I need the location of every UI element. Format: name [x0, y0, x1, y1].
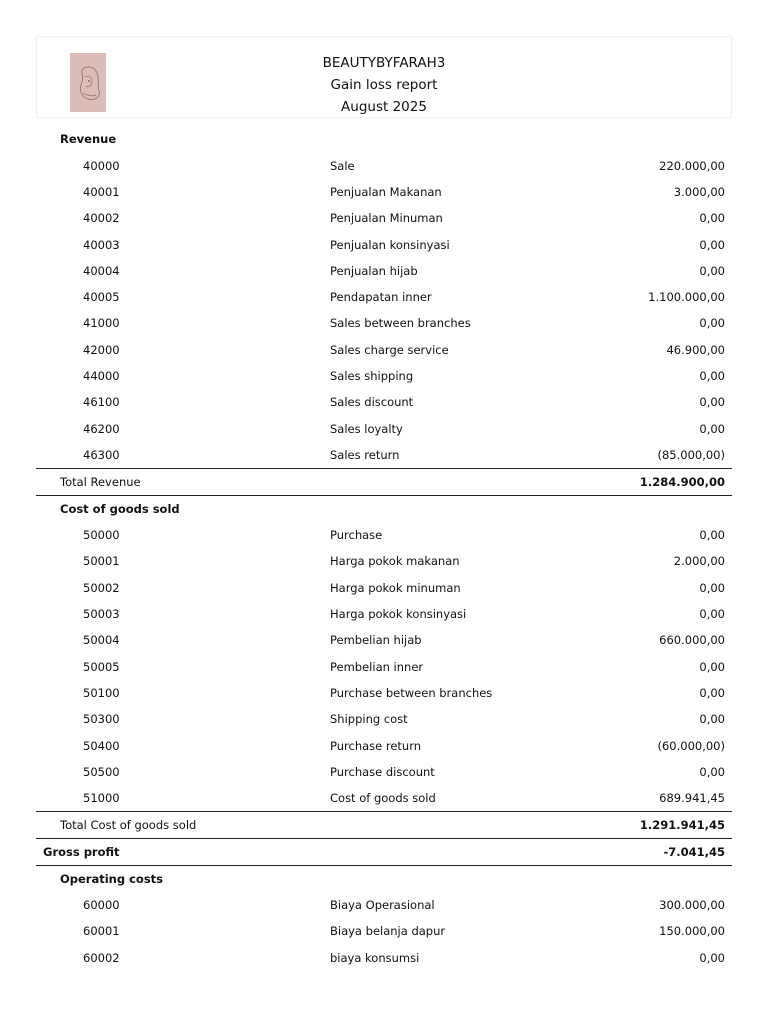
table-row	[36, 153, 732, 179]
account-name: Sales between branches	[330, 316, 471, 330]
account-code: 60002	[83, 951, 120, 965]
account-code: 40000	[83, 159, 120, 173]
table-row	[36, 284, 732, 310]
table-row	[36, 205, 732, 231]
table-row	[36, 680, 732, 706]
table-row	[36, 706, 732, 732]
account-value: 0,00	[699, 528, 725, 542]
table-row	[36, 945, 732, 971]
total-value: 1.284.900,00	[639, 475, 725, 489]
account-value: 0,00	[699, 264, 725, 278]
table-row	[36, 654, 732, 680]
account-value: 0,00	[699, 395, 725, 409]
account-value: 0,00	[699, 765, 725, 779]
account-code: 42000	[83, 343, 120, 357]
account-name: Sales return	[330, 448, 400, 462]
table-row	[36, 733, 732, 759]
table-row	[36, 548, 732, 574]
account-name: Penjualan konsinyasi	[330, 238, 450, 252]
account-value: 0,00	[699, 369, 725, 383]
account-code: 40004	[83, 264, 120, 278]
section-title: Cost of goods sold	[60, 502, 180, 516]
table-row	[36, 759, 732, 785]
table-row	[36, 232, 732, 258]
account-name: Harga pokok makanan	[330, 554, 460, 568]
section-cogs-title-row	[36, 496, 732, 522]
total-value: 1.291.941,45	[639, 818, 725, 832]
account-value: 0,00	[699, 422, 725, 436]
account-name: Biaya Operasional	[330, 898, 435, 912]
account-name: Shipping cost	[330, 712, 408, 726]
account-value: 0,00	[699, 211, 725, 225]
account-code: 40005	[83, 290, 120, 304]
table-row	[36, 785, 732, 811]
account-name: Purchase	[330, 528, 383, 542]
table-row	[36, 522, 732, 548]
section-revenue-title-row	[36, 126, 732, 152]
account-code: 46100	[83, 395, 120, 409]
account-code: 46200	[83, 422, 120, 436]
account-name: Purchase return	[330, 739, 422, 753]
table-row	[36, 918, 732, 944]
section-title: Revenue	[60, 132, 117, 146]
account-code: 51000	[83, 791, 120, 805]
account-value: 0,00	[699, 951, 725, 965]
account-code: 50300	[83, 712, 120, 726]
account-name: Sales loyalty	[330, 422, 403, 436]
account-name: Cost of goods sold	[330, 791, 436, 805]
account-value: 1.100.000,00	[648, 290, 725, 304]
account-name: Biaya belanja dapur	[330, 924, 446, 938]
account-name: biaya konsumsi	[330, 951, 420, 965]
total-label: Total Cost of goods sold	[60, 818, 197, 832]
account-code: 46300	[83, 448, 120, 462]
table-row	[36, 363, 732, 389]
account-code: 41000	[83, 316, 120, 330]
table-row	[36, 310, 732, 336]
account-name: Harga pokok minuman	[330, 581, 461, 595]
account-code: 50500	[83, 765, 120, 779]
account-value: 220.000,00	[659, 159, 725, 173]
table-row	[36, 179, 732, 205]
account-value: 0,00	[699, 660, 725, 674]
account-code: 44000	[83, 369, 120, 383]
account-name: Purchase between branches	[330, 686, 493, 700]
account-value: 300.000,00	[659, 898, 725, 912]
account-code: 40003	[83, 238, 120, 252]
account-value: 0,00	[699, 712, 725, 726]
account-value: 2.000,00	[673, 554, 725, 568]
table-row	[36, 389, 732, 415]
account-name: Purchase discount	[330, 765, 435, 779]
table-row	[36, 416, 732, 442]
account-name: Penjualan Makanan	[330, 185, 442, 199]
account-value: (85.000,00)	[657, 448, 725, 462]
account-code: 50000	[83, 528, 120, 542]
table-row	[36, 337, 732, 363]
account-value: 689.941,45	[659, 791, 725, 805]
account-name: Penjualan Minuman	[330, 211, 443, 225]
section-operating-title-row	[36, 866, 732, 892]
company-name: BEAUTYBYFARAH3	[322, 55, 446, 71]
account-value: 3.000,00	[673, 185, 725, 199]
report-period: August 2025	[341, 99, 427, 115]
section-title: Operating costs	[60, 872, 164, 886]
account-value: 0,00	[699, 607, 725, 621]
account-name: Sales charge service	[330, 343, 449, 357]
account-value: 0,00	[699, 581, 725, 595]
account-code: 50400	[83, 739, 120, 753]
account-code: 50002	[83, 581, 120, 595]
report-title: Gain loss report	[330, 77, 438, 93]
account-code: 50100	[83, 686, 120, 700]
account-name: Sales discount	[330, 395, 414, 409]
gross-profit-label: Gross profit	[43, 845, 120, 859]
account-code: 50003	[83, 607, 120, 621]
total-cogs-row	[36, 812, 732, 838]
account-name: Pendapatan inner	[330, 290, 432, 304]
account-name: Pembelian hijab	[330, 633, 422, 647]
table-row	[36, 892, 732, 918]
account-code: 50004	[83, 633, 120, 647]
account-value: 150.000,00	[659, 924, 725, 938]
gross-profit-row	[36, 839, 732, 865]
table-row	[36, 601, 732, 627]
account-value: 660.000,00	[659, 633, 725, 647]
account-name: Sales shipping	[330, 369, 414, 383]
account-value: 0,00	[699, 238, 725, 252]
account-name: Penjualan hijab	[330, 264, 418, 278]
total-label: Total Revenue	[60, 475, 141, 489]
account-value: 0,00	[699, 686, 725, 700]
gross-profit-value: -7.041,45	[663, 845, 725, 859]
account-value: (60.000,00)	[657, 739, 725, 753]
table-row	[36, 442, 732, 468]
table-row	[36, 575, 732, 601]
account-code: 50005	[83, 660, 120, 674]
account-code: 60001	[83, 924, 120, 938]
account-code: 60000	[83, 898, 120, 912]
account-name: Harga pokok konsinyasi	[330, 607, 467, 621]
account-value: 46.900,00	[666, 343, 725, 357]
report-header	[36, 36, 732, 118]
table-row	[36, 258, 732, 284]
account-value: 0,00	[699, 316, 725, 330]
account-code: 40002	[83, 211, 120, 225]
table-row	[36, 627, 732, 653]
account-name: Pembelian inner	[330, 660, 424, 674]
account-name: Sale	[330, 159, 355, 173]
account-code: 50001	[83, 554, 120, 568]
total-revenue-row	[36, 469, 732, 495]
account-code: 40001	[83, 185, 120, 199]
